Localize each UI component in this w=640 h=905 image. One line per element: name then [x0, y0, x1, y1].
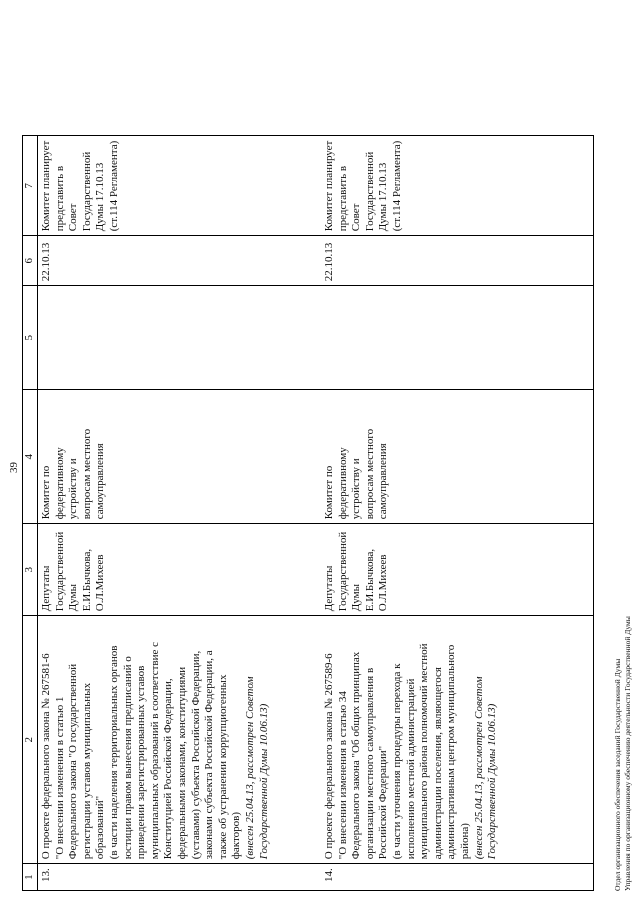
bill-line: Федерального закона "Об общих принципах [350, 651, 363, 860]
bill-line: факторов) [230, 812, 243, 860]
bill-note-line: Государственной Думы 10.06.13) [486, 703, 499, 860]
row-number: 14. [315, 864, 594, 891]
remark-line: Государственной [363, 151, 376, 232]
committee-line: федеративному [53, 447, 66, 520]
author-line: Государственной [53, 531, 66, 612]
footer-line: Отдел организационного обеспечения заседаний Государственной Думы [613, 658, 622, 891]
bill-line: также об устранении коррупциогенных [216, 674, 229, 860]
footer-line: Управления по организационному обеспечению деятельности Государственной Думы [623, 616, 632, 891]
bill-note-line: (внесен 25.04.13, рассмотрен Советом [472, 676, 485, 860]
bill-line: законами субъекта Российской Федерации, а [203, 650, 216, 860]
bill-line: района) [458, 823, 471, 860]
bill-line: "О внесении изменения в статью 34 [336, 691, 349, 860]
bill-note-line: Государственной Думы 10.06.13) [257, 703, 270, 860]
bill-line: О проекте федерального закона № 267589-6 [323, 653, 335, 860]
bill-description [315, 616, 594, 864]
row-number: 13. [38, 864, 316, 891]
bill-line: регистрации уставов муниципальных [80, 682, 93, 860]
bills-table [22, 135, 594, 891]
committee-line: устройству и [350, 458, 363, 520]
col-header: 3 [23, 524, 38, 616]
responsible-committee [315, 390, 594, 524]
bill-line: Конституцией Российской Федерации, [162, 678, 175, 860]
col-header: 1 [23, 864, 38, 891]
bill-line: юстиции правом вынесения предписаний о [121, 656, 134, 860]
bill-line: приведении зарегистрированных уставов [135, 665, 148, 860]
remark-line: Комитет планирует [323, 140, 335, 232]
bill-line: (в части наделения территориальных органов [107, 645, 120, 860]
bill-line: "О внесении изменения в статью 1 [53, 696, 66, 860]
bill-line: (в части уточнения процедуры перехода к [390, 663, 403, 860]
author-line: Думы [350, 584, 363, 612]
col-header: 6 [23, 236, 38, 286]
committee-line: Комитет по [323, 465, 335, 520]
bill-line: федеральными законами, конституциями [175, 666, 188, 860]
remark-line: (ст.114 Регламента) [107, 140, 120, 232]
bill-line: (уставами) субъекта Российской Федерации, [189, 650, 202, 860]
bill-line: администрации поселения, являющегося [431, 667, 444, 860]
remark-cell [38, 136, 316, 236]
bill-line: организации местного самоуправления в [363, 667, 376, 860]
bill-note-line: (внесен 25.04.13, рассмотрен Советом [243, 676, 256, 860]
column-number-row [23, 136, 38, 891]
bill-line: Российской Федерации" [377, 745, 390, 860]
committee-line: самоуправления [377, 443, 390, 520]
remark-line: Думы 17.10.13 [94, 162, 107, 232]
table-row [315, 136, 594, 891]
bill-line: Федерального закона "О государственной [67, 663, 80, 860]
committee-line: вопросам местного [80, 428, 93, 520]
bill-description [38, 616, 316, 864]
author-line: Государственной [336, 531, 349, 612]
bill-line: административным центром муниципального [445, 644, 458, 860]
committee-line: федеративному [336, 447, 349, 520]
committee-line: самоуправления [94, 443, 107, 520]
committee-line: вопросам местного [363, 428, 376, 520]
bill-line: муниципального района полномочий местной [418, 643, 431, 860]
remark-cell [315, 136, 594, 236]
col-header: 2 [23, 616, 38, 864]
bill-line: образований" [94, 795, 107, 860]
author-line: Е.И.Бычкова, [80, 548, 93, 612]
author-line: О.Л.Михеев [94, 554, 107, 612]
col-header: 4 [23, 390, 38, 524]
table-row [38, 136, 316, 891]
committee-line: устройству и [67, 458, 80, 520]
author-line: Е.И.Бычкова, [363, 548, 376, 612]
remark-line: Комитет планирует [40, 140, 52, 232]
bill-line: муниципальных образований в соответствие с [148, 642, 161, 860]
col5-cell [38, 286, 316, 390]
author-line: Думы [67, 584, 80, 612]
col-header: 7 [23, 136, 38, 236]
author-line: Депутаты [40, 565, 52, 612]
bill-authors [38, 524, 316, 616]
remark-line: представить в Совет [53, 165, 80, 232]
author-line: Депутаты [323, 565, 335, 612]
col-header: 5 [23, 286, 38, 390]
bill-authors [315, 524, 594, 616]
committee-line: Комитет по [40, 465, 52, 520]
footer [613, 616, 633, 891]
date-cell: 22.10.13 [38, 236, 316, 286]
remark-line: Государственной [80, 151, 93, 232]
bill-line: исполнению местной администрацией [404, 678, 417, 860]
page-number: 39 [8, 462, 20, 473]
remark-line: Думы 17.10.13 [377, 162, 390, 232]
bill-line: О проекте федерального закона № 267581-6 [40, 653, 52, 860]
remark-line: (ст.114 Регламента) [390, 140, 403, 232]
date-cell: 22.10.13 [315, 236, 594, 286]
author-line: О.Л.Михеев [377, 554, 390, 612]
col5-cell [315, 286, 594, 390]
responsible-committee [38, 390, 316, 524]
remark-line: представить в Совет [336, 165, 363, 232]
